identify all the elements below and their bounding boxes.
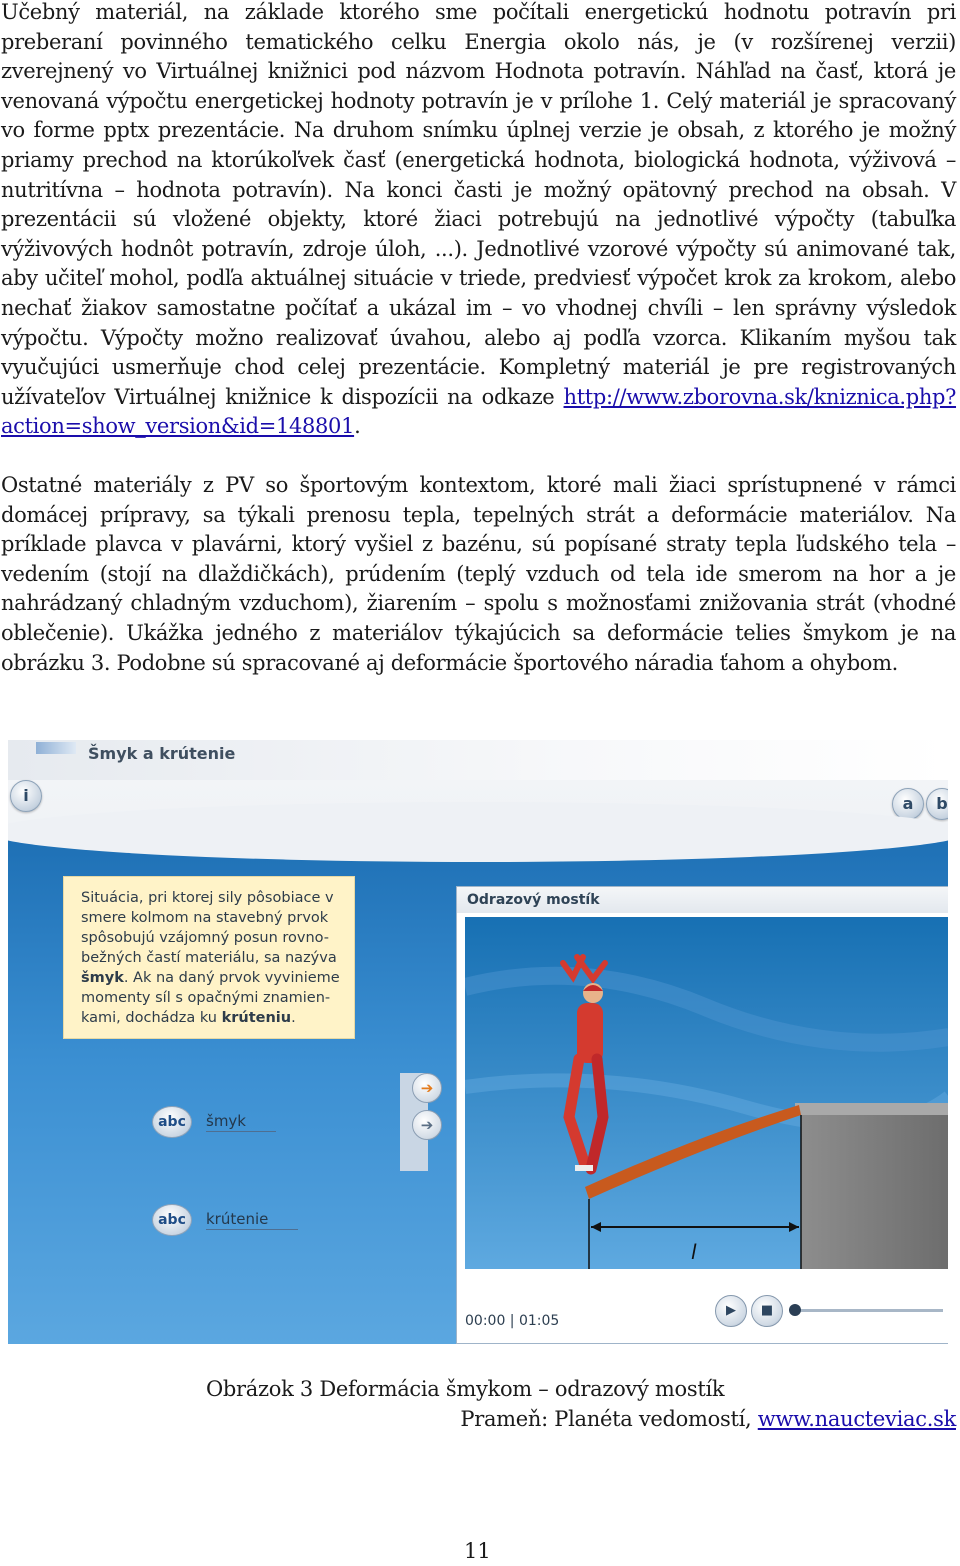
time-total: 01:05 [518,1313,560,1329]
library-link[interactable]: http://www.zborovna.sk/kniznica.php?action=show_version&id=148801 [1,384,957,439]
glossary-item-krutenie[interactable] [152,1204,298,1236]
glossary-item-smyk[interactable] [152,1106,276,1138]
video-player [456,886,948,1344]
dimension-label: l [691,1240,697,1264]
info-button[interactable]: i [10,780,42,812]
figure-header-title: Šmyk a krútenie [88,744,236,763]
progress-track[interactable] [793,1309,943,1312]
definition-text-1: Situácia, pri ktorej sily pôsobiace v smere kolmom na stavebný prvok spôsobujú vzájomný posun rovno-bežných častí materiálu, sa nazýva [81,890,337,966]
app-logo [36,742,76,754]
figure-header [8,740,948,780]
figure-screenshot [8,740,948,1344]
source-link[interactable]: www.naucteviac.sk [757,1407,956,1431]
paragraph-2: Ostatné materiály z PV so športovým kontextom, ktoré mali žiaci sprístupnené v rámci domácej prípravy, sa týkali prenosu tepla, tepelných strát a deformácie materiálov. Na príklade plavca v plavárni, ktorý vyšiel z bazénu, sú popísané straty tepla ľudského tela – vedením (stojí na dlaždičkách), prúdením (teplý vzduch od tela ide smerom na hor a je nahrádzaný chladným vzduchom), žiarením – spolu s možnosťami znižovania strát (vhodné oblečenie). Ukážka jedného z materiálov týkajúcich sa deformácie telies šmykom je na obrázku 3. Podobne sú spracované aj deformácie športového náradia ťahom a ohybom. [1,473,956,675]
definition-box [63,876,355,1039]
abc-icon: abc [152,1106,192,1138]
video-title-bar [457,887,948,913]
video-scene [465,917,948,1269]
glossary-label: šmyk [206,1112,276,1132]
next-arrow-icon[interactable]: ➔ [412,1073,442,1103]
glossary-label: krútenie [206,1210,298,1230]
b-button[interactable]: b [926,788,948,820]
springboard-illustration [465,917,948,1269]
paragraph-1 [1,0,956,442]
paragraph-1-end: . [354,414,361,439]
source-prefix: Prameň: Planéta vedomostí, [460,1407,758,1431]
abc-icon: abc [152,1204,192,1236]
definition-text-2: . Ak na daný prvok vyvinieme momenty síl s opačnými znamien-kami, dochádza ku [81,970,340,1026]
figure-source [460,1404,956,1434]
stop-button[interactable]: ■ [751,1295,783,1327]
a-button[interactable]: a [892,788,924,820]
time-current: 00:00 [465,1313,506,1329]
term-smyk: šmyk [81,970,124,986]
panel-curve [8,802,948,862]
term-krutenie: krúteniu [221,1010,292,1026]
play-button[interactable]: ▶ [715,1295,747,1327]
platform-block [801,1113,948,1269]
video-title: Odrazový mostík [467,892,600,908]
video-time: 00:00 | 01:05 [465,1313,560,1329]
progress-handle[interactable] [789,1304,801,1316]
forward-arrow-icon[interactable]: ➔ [412,1110,442,1140]
video-controls [457,1279,948,1343]
figure-caption: Obrázok 3 Deformácia šmykom – odrazový mostík [206,1377,725,1401]
page-number: 11 [464,1539,491,1563]
paragraph-1-text: Učebný materiál, na základe ktorého sme počítali energetickú hodnotu potravín pri preberaní povinného tematického celku Energia okolo nás, je (v rozšírenej verzii) zverejnený vo Virtuálnej knižnici pod názvom Hodnota potravín. Náhľad na časť, ktorá je venovaná výpočtu energetickej hodnoty potravín je v prílohe 1. Celý materiál je spracovaný vo forme pptx prezentácie. Na druhom snímku úplnej verzie je obsah, z ktorého je možný priamy prechod na ktorúkoľvek časť (energetická hodnota, biologická hodnota, výživová – nutritívna – hodnota potravín). Na konci časti je možný opätovný prechod na obsah. V prezentácii sú vložené objekty, ktoré žiaci potrebujú na jednotlivé výpočty (tabuľka výživových hodnôt potravín, zdroje úloh, ...). Jednotlivé vzorové výpočty sú animované tak, aby učiteľ mohol, podľa aktuálnej situácie v triede, predviesť výpočet krok za krokom, alebo nechať žiakov samostatne počítať a ukázal im – vo vhodnej chvíli – len správny výsledok výpočtu. Výpočty možno realizovať úvahou, alebo aj podľa vzorca. Klikaním myšou tak vyučujúci usmerňuje chod celej prezentácie. Kompletný materiál je pre registrovaných užívateľov Virtuálnej knižnice k dispozícii na odkaze [1,0,956,409]
definition-text-3: . [291,1010,296,1026]
